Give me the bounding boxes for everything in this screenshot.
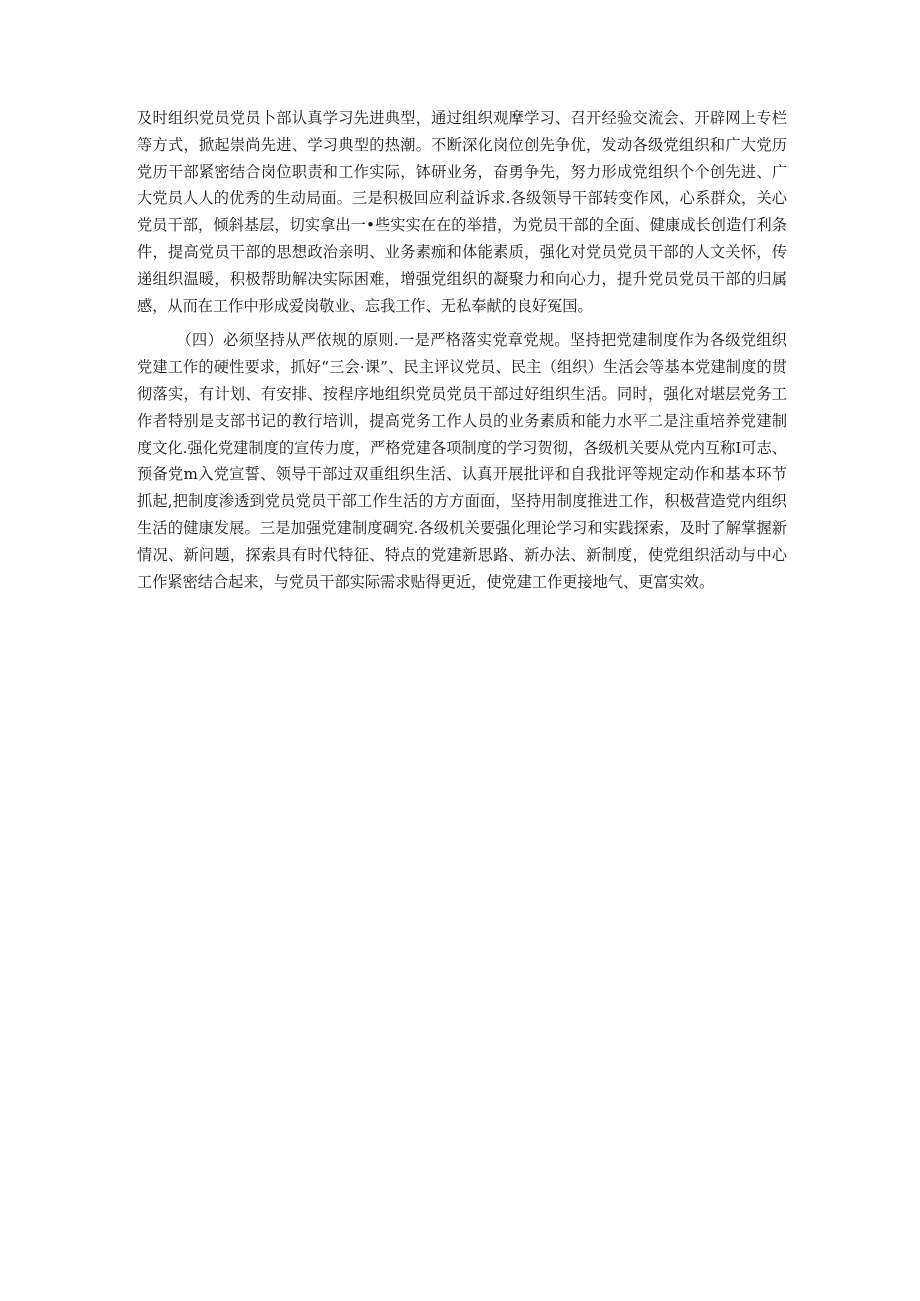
paragraph-continued: 及时组织党员党员卜部认真学习先进典型，通过组织观摩学习、召开经验交流会、开辟网上专栏等方式，掀起崇尚先进、学习典型的热潮。不断深化岗位创先争优，发动各级党组织和广大党历党历干部紧密结合岗位职责和工作实际，钵研业务，奋勇争先，努力形成党组织个个创先进、广大党员人人的优秀的生动局面。三是积极回应利益诉求.各级领导干部转变作风，心系群众，关心党员干部，倾斜基层，切实拿出一•些实实在在的举措，为党员干部的全面、健康成长创造仃利条件，提高党员干部的思想政治亲明、业务素痂和体能素质，强化对党员党员干部的人文关怀，传递组织温暖，积极帮助解决实际困难，增强党组织的凝聚力和向心力，提升党员党员干部的归属感，从而在工作中形成爱岗敬业、忘我工作、无私奉献的良好冤国。 [137,109,787,315]
paragraph-section-four: （四）必须坚持从严依规的原则.一是严格落实党章党规。坚持把党建制度作为各级党组织党建工作的硬性要求，抓好“三会·课”、民主评议党员、民主（组织）生活会等基本党建制度的贯彻落实，有计划、有安排、按程序地组织党员党员干部过好组织生活。同时，强化对堪层党务工作者特别是支部书记的教行培训，提高党务工作人员的业务素质和能力水平二是注重培养党建制度文化.强化党建制度的宣传力度，严格党建各项制度的学习贺彻，各级机关要从党内互称I可志、预备党m入党宣誓、领导干部过双重组织生活、认真开展批评和自我批评等规定动作和基本环节抓起,把制度渗透到党员党员干部工作生活的方方面面，坚持用制度推进工作，积极营造党内组织生活的健康发展。三是加强党建制度碉究.各级机关要强化理论学习和实践探索，及时了解掌握新情况、新问题，探索具有时代特征、特点的党建新思路、新办法、新制度，使党组织活动与中心工作紧密结合起来，与党员干部实际需求贴得更近，使党建工作更接地气、更富实效。 [137,331,787,591]
document-body [137,105,787,595]
